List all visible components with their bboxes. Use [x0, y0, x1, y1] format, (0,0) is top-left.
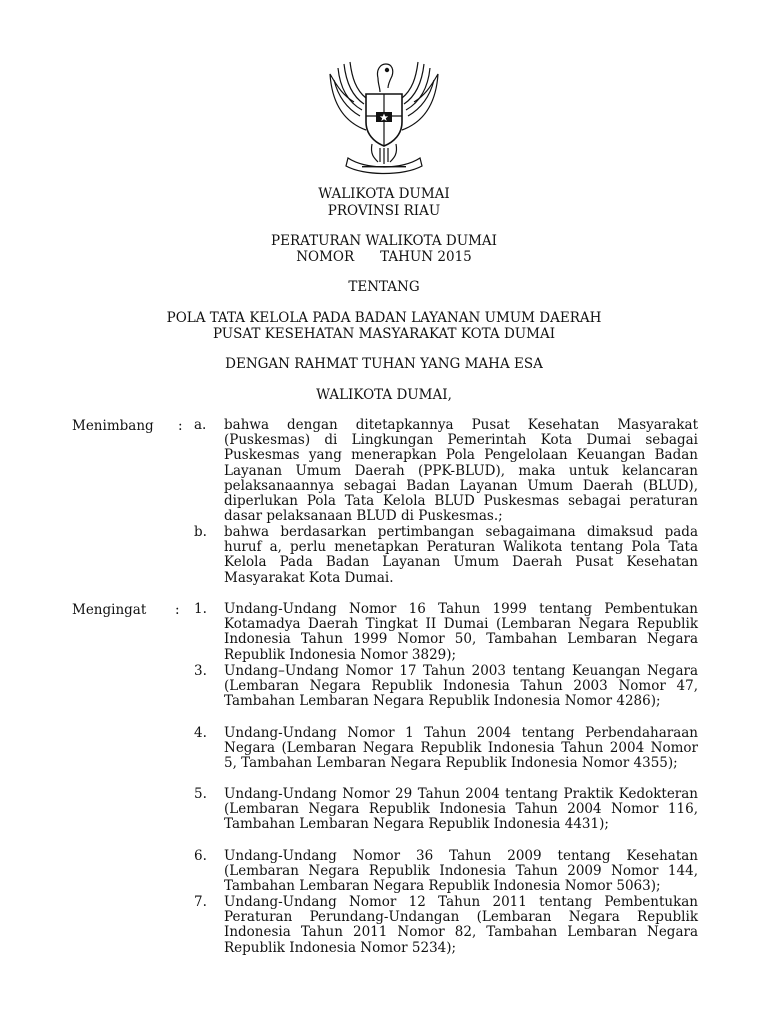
mayor-line: WALIKOTA DUMAI, [316, 387, 452, 403]
item-number: a. [194, 417, 207, 433]
item-text: Undang–Undang Nomor 17 Tahun 2003 tentang Keuangan Negara (Lembaran Negara Republik Indonesia Tahun 2003 Nomor 47, Tambahan Lembaran Negara Republik Indonesia Nomor 4286); [224, 663, 698, 710]
item-text: Undang-Undang Nomor 29 Tahun 2004 tentang Praktik Kedokteran (Lembaran Negara Republik Indonesia Tahun 2004 Nomor 116, Tambahan Lembaran Negara Republik Indonesia 4431); [224, 786, 698, 833]
item-number: 1. [194, 601, 207, 617]
header-line2: PROVINSI RIAU [327, 203, 441, 219]
item-number: 6. [194, 848, 207, 864]
menimbang-label: Menimbang [72, 418, 154, 434]
item-number: 5. [194, 786, 207, 802]
blessing-line: DENGAN RAHMAT TUHAN YANG MAHA ESA [225, 356, 543, 372]
item-text: Undang-Undang Nomor 36 Tahun 2009 tentang Kesehatan (Lembaran Negara Republik Indonesia Tahun 2009 Nomor 144, Tambahan Lembaran Negara Republik Indonesia Nomor 5063); [224, 848, 698, 895]
item-number: 4. [194, 725, 207, 741]
tahun-label: TAHUN 2015 [380, 249, 472, 265]
item-number: 7. [194, 894, 207, 910]
item-number: 3. [194, 663, 207, 679]
title-line2: PUSAT KESEHATAN MASYARAKAT KOTA DUMAI [212, 326, 556, 342]
mengingat-colon: : [175, 602, 180, 618]
mengingat-label: Mengingat [72, 602, 147, 618]
menimbang-colon: : [178, 418, 183, 434]
item-text: Undang-Undang Nomor 1 Tahun 2004 tentang Perbendaharaan Negara (Lembaran Negara Republik Indonesia Tahun 2004 Nomor 5, Tambahan Lembaran Negara Republik Indonesia Nomor 4355); [224, 725, 698, 772]
item-number: b. [194, 524, 207, 540]
regulation-number [0, 249, 768, 265]
regulation-title: PERATURAN WALIKOTA DUMAI [271, 233, 497, 249]
garuda-emblem-icon [326, 58, 442, 176]
header-line1: WALIKOTA DUMAI [318, 186, 450, 202]
title-line1: POLA TATA KELOLA PADA BADAN LAYANAN UMUM DAERAH [166, 310, 602, 326]
item-text: Undang-Undang Nomor 12 Tahun 2011 tentang Pembentukan Peraturan Perundang-Undangan (Lembaran Negara Republik Indonesia Tahun 2011 Nomor 82, Tambahan Lembaran Negara Republik Indonesia Nomor 5234); [224, 894, 698, 956]
tentang-label: TENTANG [348, 279, 420, 295]
item-text: bahwa dengan ditetapkannya Pusat Kesehatan Masyarakat (Puskesmas) di Lingkungan Pemerintah Kota Dumai sebagai Puskesmas yang menerapkan Pola Pengelolaan Keuangan Badan Layanan Umum Daerah (PPK-BLUD), maka untuk kelancaran pelaksanaannya sebagai Badan Layanan Umum Daerah (BLUD), diperlukan Pola Tata Kelola BLUD Puskesmas sebagai peraturan dasar pelaksanaan BLUD di Puskesmas.; [224, 417, 698, 525]
item-text: Undang-Undang Nomor 16 Tahun 1999 tentang Pembentukan Kotamadya Daerah Tingkat II Dumai (Lembaran Negara Republik Indonesia Tahun 1999 Nomor 50, Tambahan Lembaran Negara Republik Indonesia Nomor 3829); [224, 601, 698, 663]
nomor-label: NOMOR [296, 249, 355, 265]
item-text: bahwa berdasarkan pertimbangan sebagaimana dimaksud pada huruf a, perlu menetapkan Peraturan Walikota tentang Pola Tata Kelola Pada Badan Layanan Umum Daerah Pusat Kesehatan Masyarakat Kota Dumai. [224, 524, 698, 586]
